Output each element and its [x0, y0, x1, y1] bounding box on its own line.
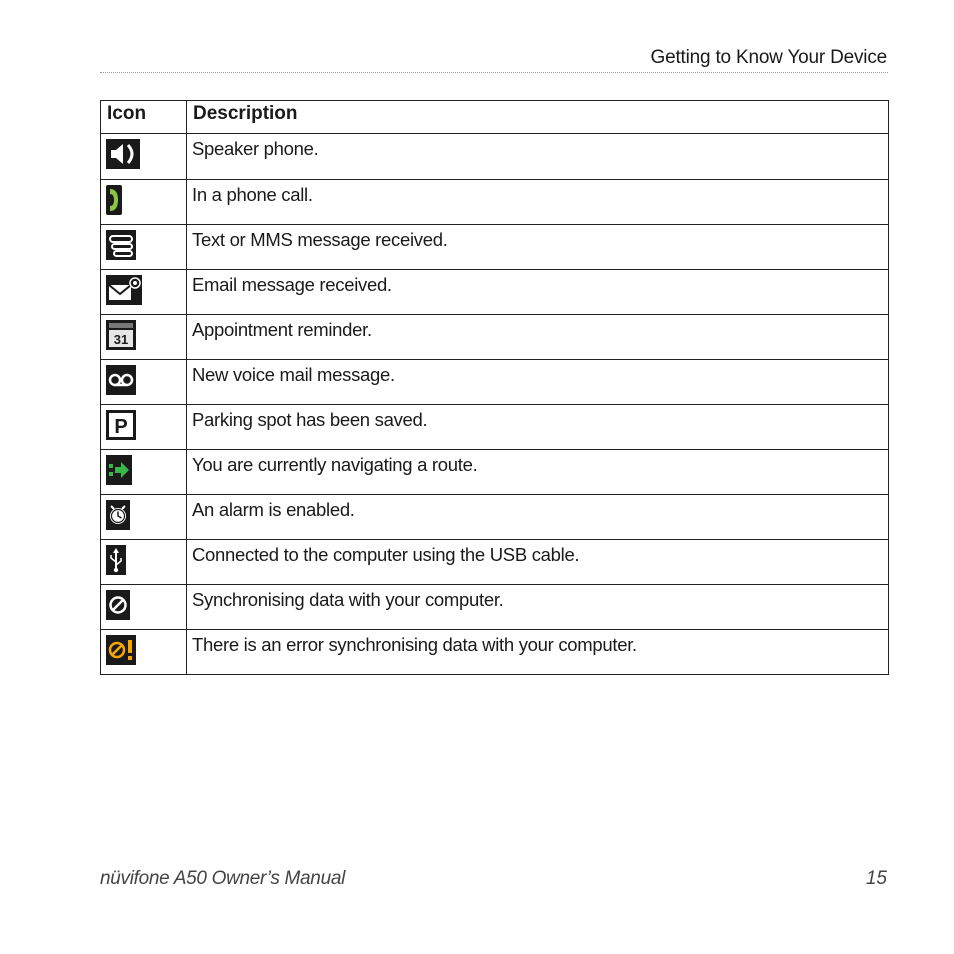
calendar-icon: [106, 320, 136, 350]
table-row: [101, 225, 889, 270]
row-description: You are currently navigating a route.: [187, 450, 889, 495]
table-row: [101, 495, 889, 540]
table-row: [101, 585, 889, 630]
column-header-icon: Icon: [101, 101, 187, 134]
table-header-row: [101, 101, 889, 134]
speaker-phone-icon: [106, 139, 136, 169]
section-title: Getting to Know Your Device: [650, 47, 887, 68]
phone-call-icon: [106, 185, 136, 215]
navigation-route-icon: [106, 455, 136, 485]
text-message-icon: [106, 230, 136, 260]
manual-title: nüvifone A50 Owner’s Manual: [100, 868, 346, 889]
parking-icon: [106, 410, 136, 440]
row-description: An alarm is enabled.: [187, 495, 889, 540]
column-header-description: Description: [187, 101, 889, 134]
row-description: Text or MMS message received.: [187, 225, 889, 270]
row-description: Parking spot has been saved.: [187, 405, 889, 450]
row-description: Speaker phone.: [187, 134, 889, 180]
voicemail-icon: [106, 365, 136, 395]
row-description: New voice mail message.: [187, 360, 889, 405]
table-row: [101, 134, 889, 180]
table-row: [101, 540, 889, 585]
header-divider: [100, 72, 888, 73]
status-icon-table: [100, 100, 889, 675]
alarm-icon: [106, 500, 136, 530]
usb-icon: [106, 545, 136, 575]
row-description: Synchronising data with your computer.: [187, 585, 889, 630]
sync-error-icon: [106, 635, 136, 665]
table-row: [101, 180, 889, 225]
row-description: In a phone call.: [187, 180, 889, 225]
table-row: [101, 450, 889, 495]
page-number: 15: [865, 868, 887, 889]
row-description: Appointment reminder.: [187, 315, 889, 360]
table-row: [101, 270, 889, 315]
sync-icon: [106, 590, 136, 620]
table-row: [101, 405, 889, 450]
row-description: There is an error synchronising data with your computer.: [187, 630, 889, 675]
calendar-day-label: 31: [113, 332, 129, 347]
table-row: [101, 315, 889, 360]
table-row: [101, 360, 889, 405]
row-description: Connected to the computer using the USB cable.: [187, 540, 889, 585]
parking-letter: P: [114, 416, 128, 438]
email-icon: [106, 275, 136, 305]
table-row: [101, 630, 889, 675]
row-description: Email message received.: [187, 270, 889, 315]
